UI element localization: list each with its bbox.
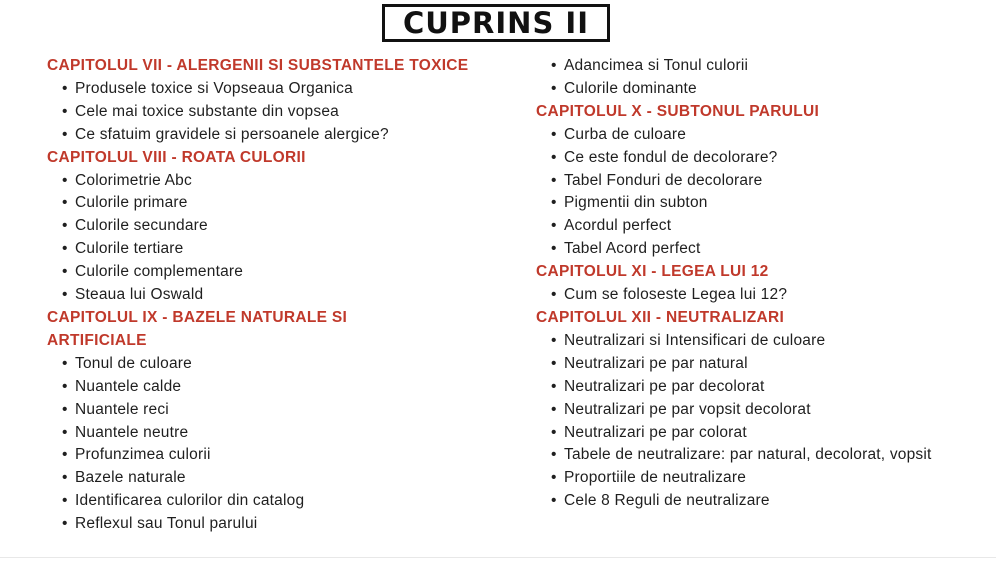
toc-item: • Tonul de culoare — [47, 353, 487, 376]
toc-item: • Nuantele neutre — [47, 422, 487, 445]
toc-item: • Culorile primare — [47, 192, 487, 215]
toc-item: • Neutralizari pe par natural — [536, 353, 986, 376]
toc-item: • Culorile tertiare — [47, 238, 487, 261]
toc-item: • Cum se foloseste Legea lui 12? — [536, 284, 986, 307]
chapter-title-xii: CAPITOLUL XII - NEUTRALIZARI — [536, 308, 785, 326]
toc-item: • Tabel Fonduri de decolorare — [536, 170, 986, 193]
toc-item: • Neutralizari pe par colorat — [536, 422, 986, 445]
page-title-box — [382, 4, 610, 42]
chapter-xii-list — [536, 330, 986, 513]
toc-item: • Neutralizari pe par decolorat — [536, 376, 986, 399]
toc-left-column — [47, 55, 487, 536]
page-title: CUPRINS II — [402, 6, 590, 40]
chapter-x-list — [536, 124, 986, 261]
toc-item: • Curba de culoare — [536, 124, 986, 147]
chapter-title-x: CAPITOLUL X - SUBTONUL PARULUI — [536, 102, 820, 120]
toc-item: • Reflexul sau Tonul parului — [47, 513, 487, 536]
chapter-title-viii: CAPITOLUL VIII - ROATA CULORII — [47, 148, 306, 166]
toc-item: • Tabele de neutralizare: par natural, decolorat, vopsit — [536, 444, 986, 467]
chapter-ix-continued-list — [536, 55, 986, 101]
toc-item: • Cele 8 Reguli de neutralizare — [536, 490, 986, 513]
chapter-xi-list — [536, 284, 986, 307]
toc-item: • Cele mai toxice substante din vopsea — [47, 101, 487, 124]
chapter-title-ix-line-1: CAPITOLUL IX - BAZELE NATURALE SI — [47, 308, 348, 326]
toc-item: • Acordul perfect — [536, 215, 986, 238]
chapter-ix-list — [47, 353, 487, 536]
toc-item: • Proportiile de neutralizare — [536, 467, 986, 490]
chapter-vii-list — [47, 78, 487, 147]
toc-item: • Tabel Acord perfect — [536, 238, 986, 261]
chapter-title-ix-line-2: ARTIFICIALE — [47, 331, 147, 349]
bottom-divider — [0, 557, 996, 558]
toc-item: • Culorile dominante — [536, 78, 986, 101]
toc-item: • Nuantele calde — [47, 376, 487, 399]
toc-item: • Pigmentii din subton — [536, 192, 986, 215]
toc-item: • Identificarea culorilor din catalog — [47, 490, 487, 513]
toc-item: • Colorimetrie Abc — [47, 170, 487, 193]
toc-item: • Culorile complementare — [47, 261, 487, 284]
toc-item: • Ce sfatuim gravidele si persoanele alergice? — [47, 124, 487, 147]
toc-item: • Ce este fondul de decolorare? — [536, 147, 986, 170]
toc-item: • Bazele naturale — [47, 467, 487, 490]
toc-right-column — [536, 55, 986, 513]
toc-item: • Produsele toxice si Vopseaua Organica — [47, 78, 487, 101]
chapter-title-vii: CAPITOLUL VII - ALERGENII SI SUBSTANTELE TOXICE — [47, 57, 469, 74]
chapter-title-xi: CAPITOLUL XI - LEGEA LUI 12 — [536, 263, 769, 281]
toc-item: • Culorile secundare — [47, 215, 487, 238]
toc-item: • Adancimea si Tonul culorii — [536, 55, 986, 78]
chapter-viii-list — [47, 170, 487, 307]
toc-item: • Neutralizari si Intensificari de culoare — [536, 330, 986, 353]
toc-item: • Nuantele reci — [47, 399, 487, 422]
toc-item: • Profunzimea culorii — [47, 444, 487, 467]
toc-item: • Neutralizari pe par vopsit decolorat — [536, 399, 986, 422]
toc-item: • Steaua lui Oswald — [47, 284, 487, 307]
